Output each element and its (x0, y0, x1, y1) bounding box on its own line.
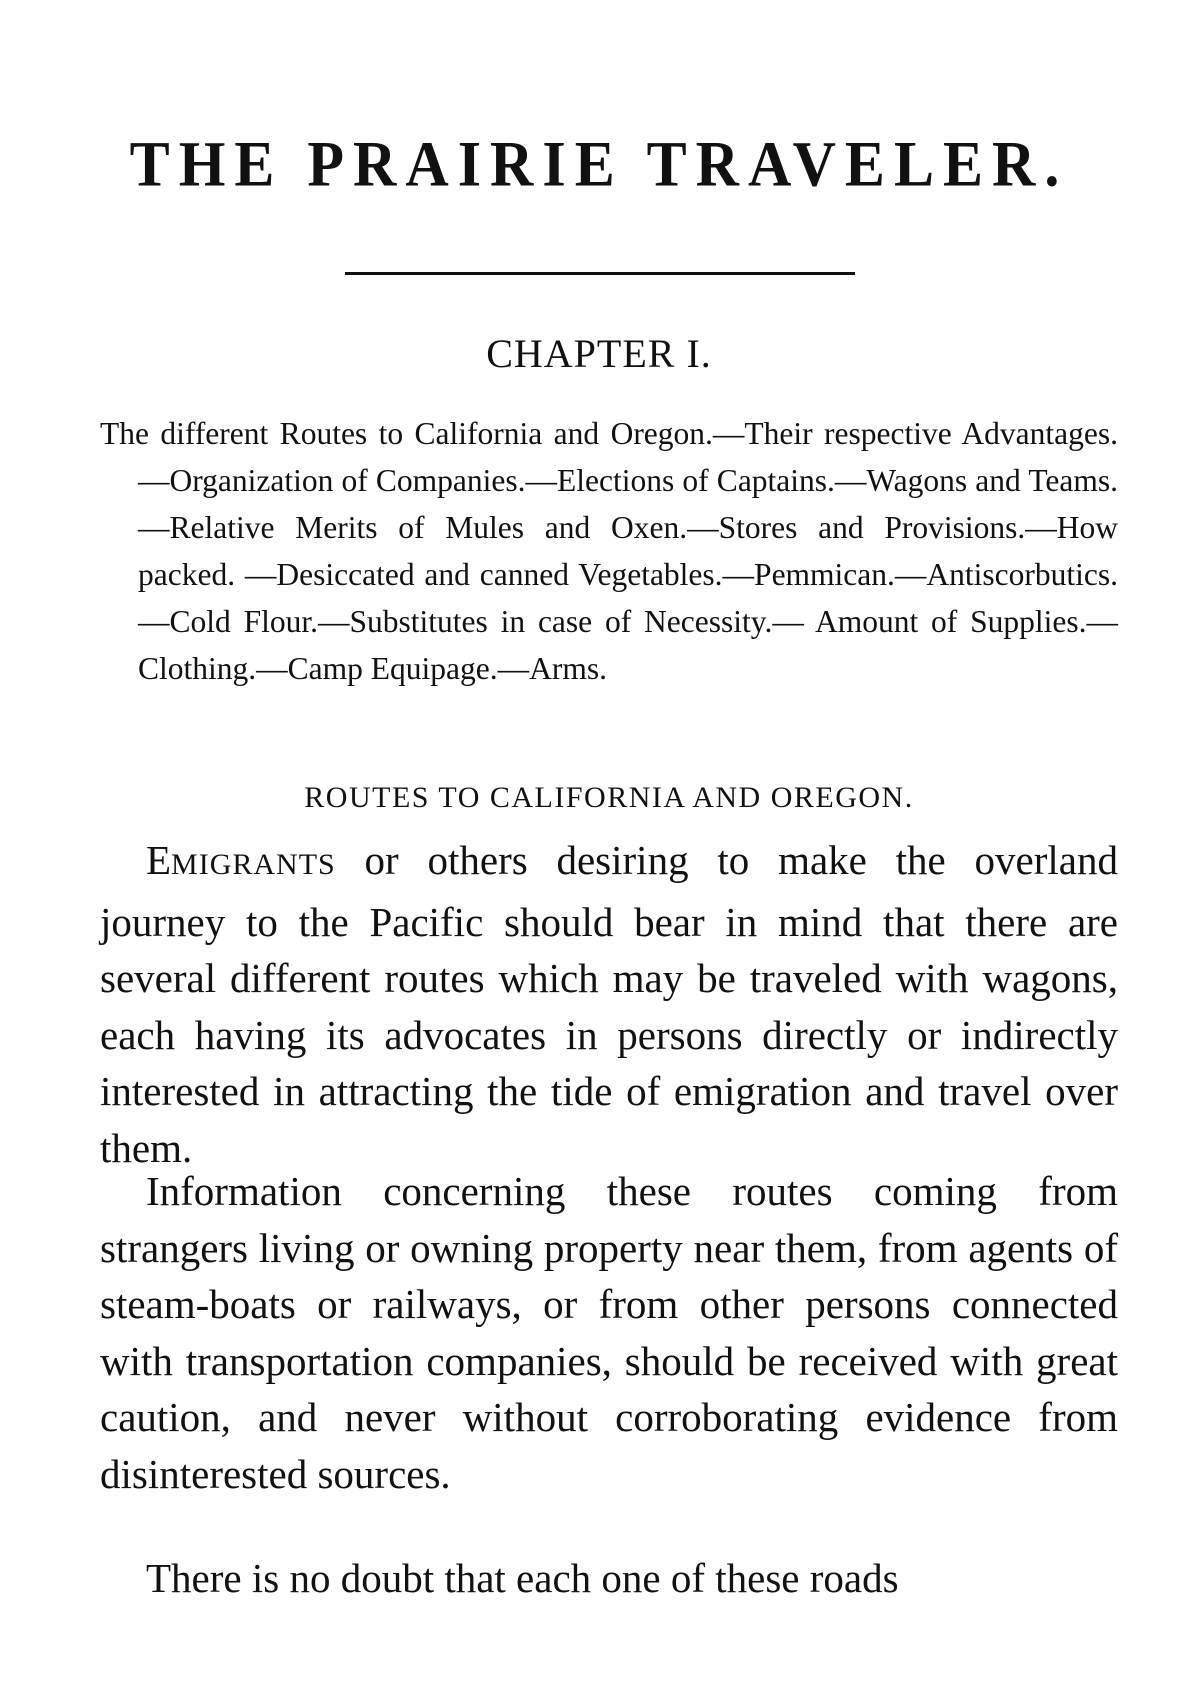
small-caps-lead-initial: E (146, 837, 172, 883)
paragraph-1-text: or others desiring to make the overland journey to the Pacific should bear in mind that there are several different routes which may be traveled with wagons, each having its advocates in persons directly or indirectly interested in attracting the tide of emigration and travel over them. (100, 837, 1118, 1171)
title-divider-rule (345, 272, 855, 275)
section-heading: ROUTES TO CALIFORNIA AND OREGON. (304, 781, 914, 814)
body-paragraph-1 (100, 832, 1118, 1176)
chapter-synopsis: The different Routes to California and Oregon.—Their respective Advantages.—Organization of Companies.—Elections of Captains.—Wagons and Teams.—Relative Merits of Mules and Oxen.—Stores and Provisions.—How packed. —Desiccated and canned Vegetables.—Pemmican.—Antiscorbutics.—Cold Flour.—Substitutes in case of Necessity.— Amount of Supplies.—Clothing.—Camp Equipage.—Arms. (100, 416, 1118, 686)
body-paragraph-2: Information concerning these routes coming from strangers living or owning property near them, from agents of steam-boats or railways, or from other persons connected with transportation companies, should be received with great caution, and never without corroborating evidence from disinterested sources. (100, 1168, 1118, 1497)
body-paragraph-3: There is no doubt that each one of these roads (146, 1555, 899, 1601)
chapter-heading: CHAPTER I. (486, 331, 712, 376)
small-caps-lead-rest: MIGRANTS (171, 848, 336, 881)
book-title: THE PRAIRIE TRAVELER. (129, 128, 1069, 200)
